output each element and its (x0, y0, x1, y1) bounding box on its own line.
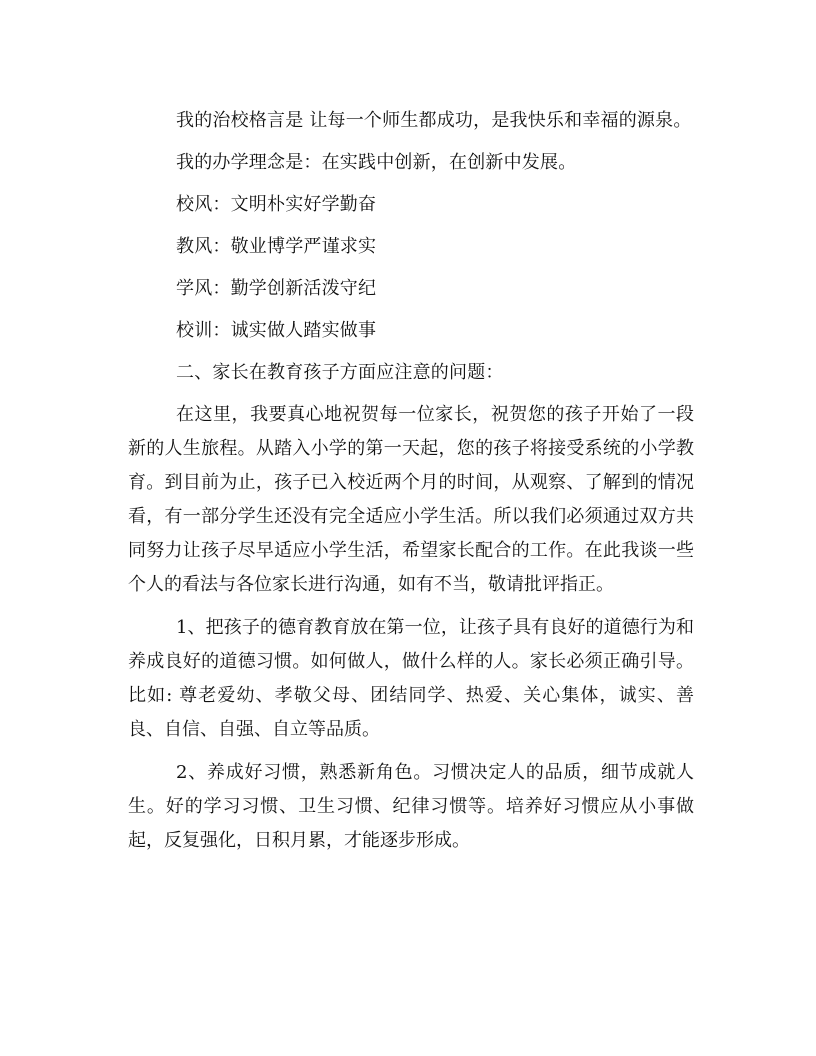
parent-greeting-paragraph: 在这里，我要真心地祝贺每一位家长，祝贺您的孩子开始了一段新的人生旅程。从踏入小学的第一天起，您的孩子将接受系统的小学教育。到目前为止，孩子已入校近两个月的时间，从观察、了解到的情况看，有一部分学生还没有完全适应小学生活。所以我们必须通过双方共同努力让孩子尽早适应小学生活，希望家长配合的工作。在此我谈一些个人的看法与各位家长进行沟通，如有不当，敬请批评指正。 (128, 404, 694, 595)
section-heading: 二、家长在教育孩子方面应注意的问题： (176, 362, 504, 383)
school-motto-training-line: 校训：诚实做人踏实做事 (176, 320, 377, 341)
habit-formation-paragraph: 2、养成好习惯，熟悉新角色。习惯决定人的品质，细节成就人生。好的学习习惯、卫生习惯、纪律习惯等。培养好习惯应从小事做起，反复强化，日积月累，才能逐步形成。 (128, 762, 694, 851)
teaching-style-line: 教风：敬业博学严谨求实 (176, 236, 377, 257)
document-content (128, 100, 694, 858)
school-philosophy-line: 我的办学理念是：在实践中创新，在创新中发展。 (176, 152, 577, 173)
school-motto-line: 我的治校格言是 让每一个师生都成功，是我快乐和幸福的源泉。 (176, 110, 692, 131)
moral-education-paragraph: 1、把孩子的德育教育放在第一位，让孩子具有良好的道德行为和养成良好的道德习惯。如何做人，做什么样的人。家长必须正确引导。比如: 尊老爱幼、孝敬父母、团结同学、热爱、关心集体，诚实、善良、自信、自强、自立等品质。 (128, 617, 694, 740)
school-style-line: 校风：文明朴实好学勤奋 (176, 194, 377, 215)
study-style-line: 学风：勤学创新活泼守纪 (176, 278, 377, 299)
